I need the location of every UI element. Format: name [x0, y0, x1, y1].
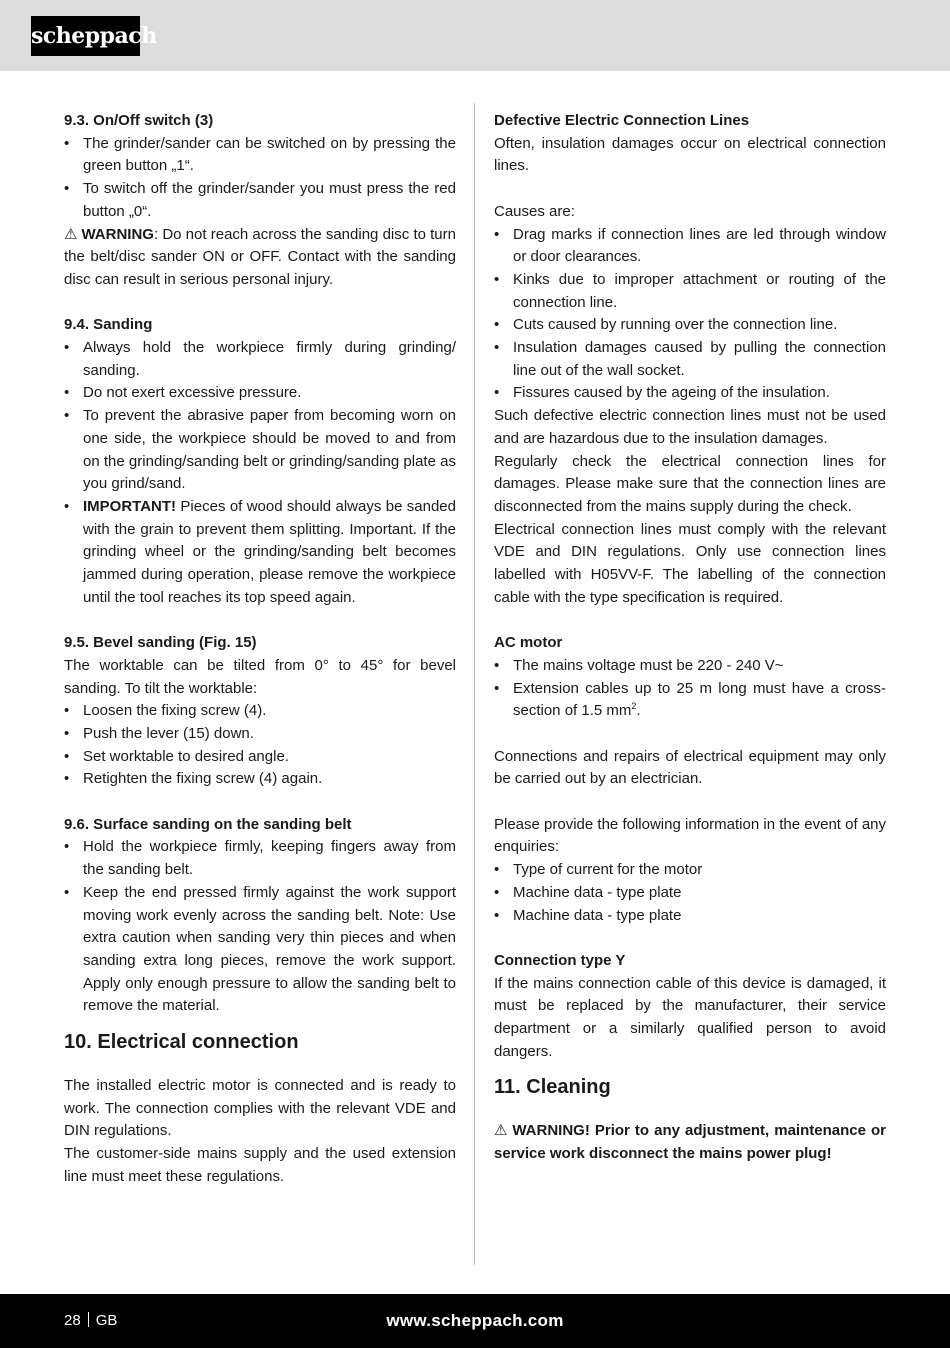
bullet-list [494, 224, 886, 406]
list-item: • Hold the workpiece firmly, keeping fingers away from the sanding belt. [64, 836, 456, 881]
paragraph: The installed electric motor is connected and is ready to work. The connection complies with the relevant VDE and DIN regulations. [64, 1077, 456, 1140]
list-item-end: . [636, 702, 641, 720]
language-code: GB [95, 1312, 118, 1329]
bullet-list [64, 836, 456, 1018]
scheppach-logo: scheppach [31, 16, 140, 56]
superscript: 2 [631, 701, 637, 712]
list-item: • Do not exert excessive pressure. [64, 382, 456, 405]
list-item: • Machine data - type plate [494, 905, 886, 928]
section-heading-10: 10. Electrical connection [64, 1031, 299, 1054]
warning-paragraph [494, 1120, 886, 1165]
bullet-list [64, 133, 456, 224]
paragraph: If the mains connection cable of this device is damaged, it must be replaced by the manufacturer, their service department or a similarly qualified person to avoid dangers. [494, 974, 886, 1060]
bullet-list [494, 859, 886, 927]
section-heading-defective-lines: Defective Electric Connection Lines [494, 112, 750, 129]
list-item-text: Extension cables up to 25 m long must have a cross-section of 1.5 mm [513, 679, 886, 720]
paragraph: Please provide the following information in the event of any enquiries: [494, 815, 886, 856]
list-item: • The mains voltage must be 220 - 240 V~ [494, 655, 886, 678]
paragraph: The worktable can be tilted from 0° to 45° for bevel sanding. To tilt the worktable: [64, 656, 456, 697]
important-text: Pieces of wood should always be sanded with the grain to prevent them splitting. Important. If the grinding wheel or the grinding/sanding belt becomes jammed during operation, please remove the workpiece until the tool reaches its top speed again. [83, 497, 456, 606]
website-url[interactable]: www.scheppach.com [386, 1311, 564, 1330]
page-number-value: 28 [64, 1312, 81, 1329]
section-heading-9-6: 9.6. Surface sanding on the sanding belt [64, 815, 352, 833]
paragraph: Regularly check the electrical connection lines for damages. Please make sure that the connection lines are disconnected from the mains supply during the check. [494, 452, 886, 515]
list-item: • Push the lever (15) down. [64, 723, 456, 746]
list-item: • To switch off the grinder/sander you must press the red button „0“. [64, 178, 456, 223]
list-item: • Set worktable to desired angle. [64, 746, 456, 769]
list-item: • Machine data - type plate [494, 882, 886, 905]
list-item: • Insulation damages caused by pulling the connection line out of the wall socket. [494, 337, 886, 382]
list-item: • To prevent the abrasive paper from becoming worn on one side, the workpiece should be moved to and from on the grinding/sanding belt or grinding/sanding plate as you grind/sand. [64, 405, 456, 496]
page-header [0, 0, 950, 71]
bullet-list [64, 337, 456, 609]
list-item [494, 678, 886, 723]
bullet-list [64, 700, 456, 791]
list-item: • Keep the end pressed firmly against the work support moving work evenly across the sanding belt. Note: Use extra caution when sanding very thin pieces and when sanding extra long pieces, remove the work support. Apply only enough pressure to allow the sanding belt to remove the material. [64, 882, 456, 1018]
right-column [494, 110, 886, 1166]
list-item: • Retighten the fixing screw (4) again. [64, 768, 456, 791]
section-heading-11: 11. Cleaning [494, 1076, 611, 1099]
section-heading-ac-motor: AC motor [494, 634, 563, 652]
warning-label: WARNING [81, 225, 154, 243]
list-item: • Kinks due to improper attachment or routing of the connection line. [494, 269, 886, 314]
paragraph: Causes are: [494, 202, 575, 220]
paragraph: Connections and repairs of electrical equipment may only be carried out by an electrician. [494, 747, 886, 788]
section-heading-connection-type-y: Connection type Y [494, 951, 626, 969]
important-label: IMPORTANT! [83, 497, 177, 515]
list-item: • Always hold the workpiece firmly during grinding/ sanding. [64, 337, 456, 382]
list-item: • Fissures caused by the ageing of the insulation. [494, 382, 886, 405]
section-heading-9-3: 9.3. On/Off switch (3) [64, 112, 214, 129]
warning-paragraph [64, 224, 456, 292]
page-footer [0, 1294, 950, 1348]
bullet-list [494, 655, 886, 723]
list-item: • Loosen the fixing screw (4). [64, 700, 456, 723]
list-item: • Cuts caused by running over the connection line. [494, 314, 886, 337]
column-divider [474, 103, 475, 1265]
paragraph: Electrical connection lines must comply with the relevant VDE and DIN regulations. Only use connection lines labelled with H05VV-F. The labelling of the connection cable with the type specification is required. [494, 520, 886, 606]
left-column [64, 110, 456, 1189]
paragraph: Often, insulation damages occur on electrical connection lines. [494, 134, 886, 175]
list-item-important [64, 496, 456, 610]
warning-triangle-icon: ⚠ [494, 1122, 509, 1140]
paragraph: The customer-side mains supply and the used extension line must meet these regulations. [64, 1145, 456, 1185]
list-item: • Type of current for the motor [494, 859, 886, 882]
list-item: • The grinder/sander can be switched on by pressing the green button „1“. [64, 133, 456, 178]
paragraph: Such defective electric connection lines must not be used and are hazardous due to the insulation damages. [494, 407, 886, 447]
section-heading-9-5: 9.5. Bevel sanding (Fig. 15) [64, 634, 257, 652]
warning-triangle-icon: ⚠ [64, 225, 78, 243]
warning-text: : Do not reach across the sanding disc to turn the belt/disc sander ON or OFF. Contact with the sanding disc can result in serious personal injury. [64, 225, 456, 288]
warning-text: WARNING! Prior to any adjustment, maintenance or service work disconnect the mains power plug! [494, 1122, 886, 1163]
section-heading-9-4: 9.4. Sanding [64, 316, 153, 334]
list-item: • Drag marks if connection lines are led through window or door clearances. [494, 224, 886, 269]
